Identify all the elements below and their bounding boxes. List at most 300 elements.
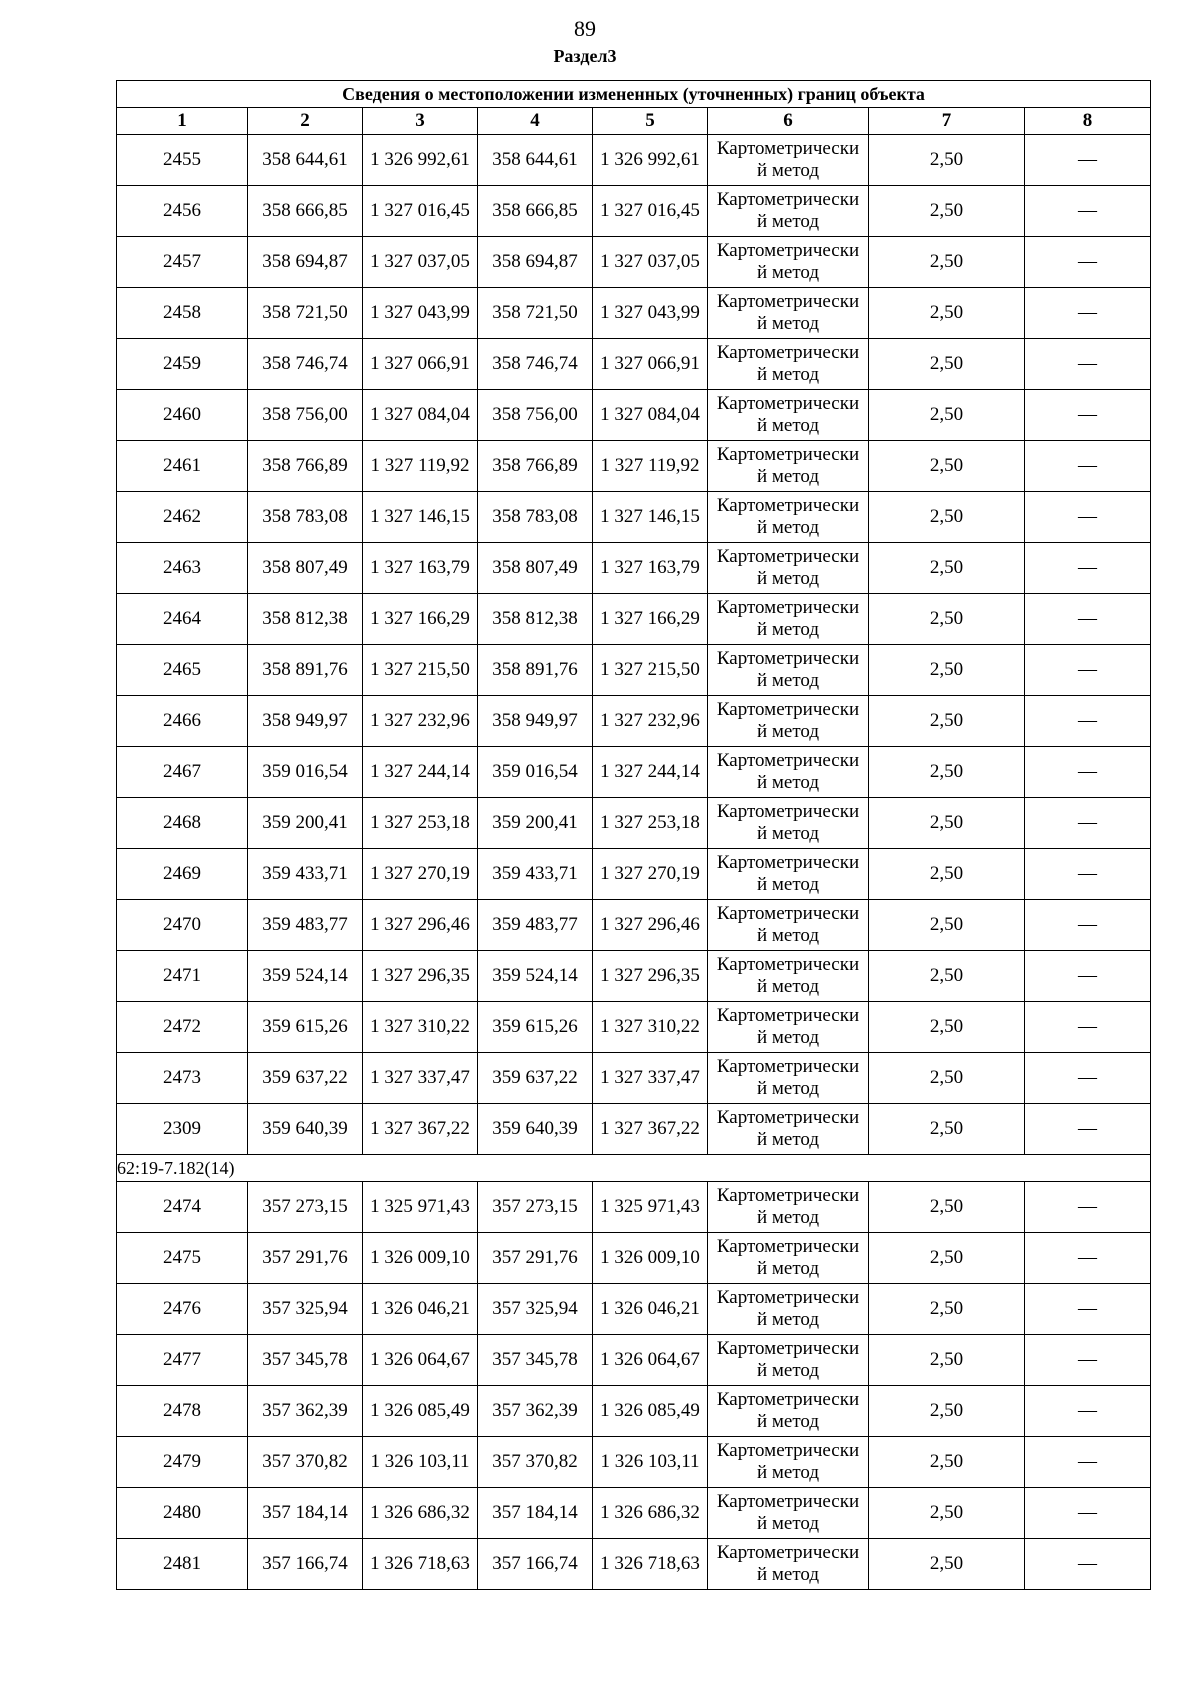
method-line-1: Картометрически (716, 750, 860, 771)
method-cell (708, 390, 869, 441)
existing-y-cell: 1 327 270,19 (363, 849, 478, 900)
existing-y-cell: 1 327 244,14 (363, 747, 478, 798)
note-dash-cell: — (1025, 645, 1151, 696)
new-y-cell: 1 327 270,19 (593, 849, 708, 900)
existing-y-cell: 1 327 215,50 (363, 645, 478, 696)
accuracy-cell: 2,50 (869, 696, 1025, 747)
existing-x-cell: 357 362,39 (248, 1386, 363, 1437)
accuracy-cell: 2,50 (869, 1539, 1025, 1590)
note-dash-cell: — (1025, 1488, 1151, 1539)
new-x-cell: 359 433,71 (478, 849, 593, 900)
new-x-cell: 358 694,87 (478, 237, 593, 288)
note-dash-cell: — (1025, 1335, 1151, 1386)
method-line-2: й метод (756, 1258, 820, 1279)
method-line-1: Картометрически (716, 648, 860, 669)
existing-y-cell: 1 326 046,21 (363, 1284, 478, 1335)
point-number-cell: 2474 (117, 1182, 248, 1233)
method-cell (708, 1233, 869, 1284)
note-dash-cell: — (1025, 237, 1151, 288)
new-x-cell: 359 640,39 (478, 1104, 593, 1155)
method-line-1: Картометрически (716, 954, 860, 975)
method-line-1: Картометрически (716, 699, 860, 720)
accuracy-cell: 2,50 (869, 1437, 1025, 1488)
boundary-coordinates-table (116, 80, 1151, 1590)
new-x-cell: 359 615,26 (478, 1002, 593, 1053)
table-row (117, 1284, 1151, 1335)
new-y-cell: 1 327 337,47 (593, 1053, 708, 1104)
existing-y-cell: 1 327 084,04 (363, 390, 478, 441)
method-line-2: й метод (756, 466, 820, 487)
table-row (117, 900, 1151, 951)
method-line-1: Картометрически (716, 393, 860, 414)
table-row (117, 1002, 1151, 1053)
accuracy-cell: 2,50 (869, 900, 1025, 951)
point-number-cell: 2478 (117, 1386, 248, 1437)
note-dash-cell: — (1025, 1002, 1151, 1053)
method-line-1: Картометрически (716, 1338, 860, 1359)
new-x-cell: 358 756,00 (478, 390, 593, 441)
new-x-cell: 359 200,41 (478, 798, 593, 849)
table-row (117, 543, 1151, 594)
existing-y-cell: 1 327 337,47 (363, 1053, 478, 1104)
table-row (117, 237, 1151, 288)
method-line-1: Картометрически (716, 801, 860, 822)
point-number-cell: 2458 (117, 288, 248, 339)
point-number-cell: 2481 (117, 1539, 248, 1590)
existing-y-cell: 1 327 066,91 (363, 339, 478, 390)
new-x-cell: 358 766,89 (478, 441, 593, 492)
new-x-cell: 358 807,49 (478, 543, 593, 594)
new-y-cell: 1 327 253,18 (593, 798, 708, 849)
column-number: 3 (363, 108, 478, 135)
point-number-cell: 2475 (117, 1233, 248, 1284)
existing-x-cell: 358 812,38 (248, 594, 363, 645)
accuracy-cell: 2,50 (869, 288, 1025, 339)
existing-y-cell: 1 326 009,10 (363, 1233, 478, 1284)
note-dash-cell: — (1025, 288, 1151, 339)
method-line-2: й метод (756, 160, 820, 181)
new-x-cell: 358 666,85 (478, 186, 593, 237)
note-dash-cell: — (1025, 594, 1151, 645)
new-y-cell: 1 327 016,45 (593, 186, 708, 237)
page-number: 89 (574, 16, 596, 41)
accuracy-cell: 2,50 (869, 492, 1025, 543)
existing-y-cell: 1 327 163,79 (363, 543, 478, 594)
existing-x-cell: 358 891,76 (248, 645, 363, 696)
existing-x-cell: 357 370,82 (248, 1437, 363, 1488)
point-number-cell: 2460 (117, 390, 248, 441)
method-line-1: Картометрически (716, 1389, 860, 1410)
point-number-cell: 2473 (117, 1053, 248, 1104)
new-x-cell: 358 812,38 (478, 594, 593, 645)
method-line-2: й метод (756, 211, 820, 232)
existing-x-cell: 358 721,50 (248, 288, 363, 339)
note-dash-cell: — (1025, 186, 1151, 237)
new-y-cell: 1 326 686,32 (593, 1488, 708, 1539)
group-row (117, 1155, 1151, 1182)
table-row (117, 696, 1151, 747)
method-cell (708, 543, 869, 594)
accuracy-cell: 2,50 (869, 1182, 1025, 1233)
method-line-1: Картометрически (716, 1440, 860, 1461)
accuracy-cell: 2,50 (869, 543, 1025, 594)
new-y-cell: 1 327 232,96 (593, 696, 708, 747)
existing-x-cell: 359 433,71 (248, 849, 363, 900)
method-line-1: Картометрически (716, 597, 860, 618)
method-line-2: й метод (756, 1309, 820, 1330)
existing-x-cell: 359 637,22 (248, 1053, 363, 1104)
existing-y-cell: 1 326 064,67 (363, 1335, 478, 1386)
note-dash-cell: — (1025, 1386, 1151, 1437)
existing-x-cell: 358 644,61 (248, 135, 363, 186)
existing-x-cell: 358 756,00 (248, 390, 363, 441)
existing-y-cell: 1 327 253,18 (363, 798, 478, 849)
existing-x-cell: 359 483,77 (248, 900, 363, 951)
point-number-cell: 2477 (117, 1335, 248, 1386)
existing-y-cell: 1 327 016,45 (363, 186, 478, 237)
point-number-cell: 2455 (117, 135, 248, 186)
table-row (117, 1437, 1151, 1488)
method-line-1: Картометрически (716, 852, 860, 873)
method-line-2: й метод (756, 976, 820, 997)
table-row (117, 186, 1151, 237)
accuracy-cell: 2,50 (869, 747, 1025, 798)
method-line-2: й метод (756, 1207, 820, 1228)
note-dash-cell: — (1025, 1104, 1151, 1155)
method-line-1: Картометрически (716, 546, 860, 567)
accuracy-cell: 2,50 (869, 1488, 1025, 1539)
note-dash-cell: — (1025, 339, 1151, 390)
accuracy-cell: 2,50 (869, 390, 1025, 441)
existing-y-cell: 1 326 686,32 (363, 1488, 478, 1539)
new-x-cell: 359 524,14 (478, 951, 593, 1002)
point-number-cell: 2471 (117, 951, 248, 1002)
method-line-1: Картометрически (716, 495, 860, 516)
new-x-cell: 357 184,14 (478, 1488, 593, 1539)
point-number-cell: 2459 (117, 339, 248, 390)
existing-y-cell: 1 327 232,96 (363, 696, 478, 747)
new-x-cell: 358 783,08 (478, 492, 593, 543)
method-line-2: й метод (756, 1564, 820, 1585)
existing-x-cell: 359 615,26 (248, 1002, 363, 1053)
existing-y-cell: 1 327 166,29 (363, 594, 478, 645)
note-dash-cell: — (1025, 135, 1151, 186)
method-cell (708, 645, 869, 696)
note-dash-cell: — (1025, 900, 1151, 951)
table-body (117, 81, 1151, 1590)
new-y-cell: 1 327 310,22 (593, 1002, 708, 1053)
new-y-cell: 1 327 296,46 (593, 900, 708, 951)
method-line-1: Картометрически (716, 444, 860, 465)
existing-x-cell: 358 766,89 (248, 441, 363, 492)
method-cell (708, 1002, 869, 1053)
existing-y-cell: 1 327 310,22 (363, 1002, 478, 1053)
existing-y-cell: 1 326 103,11 (363, 1437, 478, 1488)
new-x-cell: 359 637,22 (478, 1053, 593, 1104)
new-y-cell: 1 326 009,10 (593, 1233, 708, 1284)
existing-x-cell: 359 200,41 (248, 798, 363, 849)
accuracy-cell: 2,50 (869, 237, 1025, 288)
note-dash-cell: — (1025, 1182, 1151, 1233)
note-dash-cell: — (1025, 1284, 1151, 1335)
table-row (117, 798, 1151, 849)
point-number-cell: 2467 (117, 747, 248, 798)
method-cell (708, 135, 869, 186)
point-number-cell: 2479 (117, 1437, 248, 1488)
existing-y-cell: 1 327 296,35 (363, 951, 478, 1002)
column-number: 6 (708, 108, 869, 135)
accuracy-cell: 2,50 (869, 849, 1025, 900)
method-cell (708, 900, 869, 951)
new-x-cell: 358 644,61 (478, 135, 593, 186)
note-dash-cell: — (1025, 798, 1151, 849)
existing-y-cell: 1 326 992,61 (363, 135, 478, 186)
new-y-cell: 1 327 244,14 (593, 747, 708, 798)
method-cell (708, 1386, 869, 1437)
table-row (117, 849, 1151, 900)
existing-y-cell: 1 327 367,22 (363, 1104, 478, 1155)
method-cell (708, 1182, 869, 1233)
method-cell (708, 186, 869, 237)
table-row (117, 1182, 1151, 1233)
note-dash-cell: — (1025, 1053, 1151, 1104)
method-cell (708, 1437, 869, 1488)
method-line-2: й метод (756, 1462, 820, 1483)
existing-y-cell: 1 327 037,05 (363, 237, 478, 288)
existing-x-cell: 358 694,87 (248, 237, 363, 288)
new-x-cell: 358 746,74 (478, 339, 593, 390)
method-line-2: й метод (756, 874, 820, 895)
column-number: 5 (593, 108, 708, 135)
note-dash-cell: — (1025, 747, 1151, 798)
table-row (117, 747, 1151, 798)
note-dash-cell: — (1025, 1437, 1151, 1488)
new-x-cell: 357 273,15 (478, 1182, 593, 1233)
accuracy-cell: 2,50 (869, 339, 1025, 390)
method-line-1: Картометрически (716, 1107, 860, 1128)
table-row (117, 1488, 1151, 1539)
point-number-cell: 2476 (117, 1284, 248, 1335)
table-row (117, 1386, 1151, 1437)
existing-y-cell: 1 327 043,99 (363, 288, 478, 339)
new-y-cell: 1 327 296,35 (593, 951, 708, 1002)
point-number-cell: 2456 (117, 186, 248, 237)
existing-x-cell: 358 949,97 (248, 696, 363, 747)
section-title: Раздел3 (553, 46, 617, 66)
method-line-2: й метод (756, 517, 820, 538)
existing-x-cell: 358 783,08 (248, 492, 363, 543)
method-cell (708, 1053, 869, 1104)
point-number-cell: 2457 (117, 237, 248, 288)
existing-y-cell: 1 327 119,92 (363, 441, 478, 492)
new-y-cell: 1 326 718,63 (593, 1539, 708, 1590)
method-line-2: й метод (756, 262, 820, 283)
existing-x-cell: 359 016,54 (248, 747, 363, 798)
accuracy-cell: 2,50 (869, 135, 1025, 186)
method-line-2: й метод (756, 1129, 820, 1150)
existing-x-cell: 357 291,76 (248, 1233, 363, 1284)
method-line-2: й метод (756, 619, 820, 640)
method-line-1: Картометрически (716, 903, 860, 924)
point-number-cell: 2464 (117, 594, 248, 645)
accuracy-cell: 2,50 (869, 1002, 1025, 1053)
accuracy-cell: 2,50 (869, 1053, 1025, 1104)
method-cell (708, 696, 869, 747)
method-line-1: Картометрически (716, 1491, 860, 1512)
existing-x-cell: 358 746,74 (248, 339, 363, 390)
method-line-2: й метод (756, 670, 820, 691)
method-cell (708, 951, 869, 1002)
existing-x-cell: 358 666,85 (248, 186, 363, 237)
new-x-cell: 357 325,94 (478, 1284, 593, 1335)
existing-x-cell: 357 166,74 (248, 1539, 363, 1590)
method-line-1: Картометрически (716, 1056, 860, 1077)
note-dash-cell: — (1025, 951, 1151, 1002)
new-y-cell: 1 327 215,50 (593, 645, 708, 696)
method-line-1: Картометрически (716, 138, 860, 159)
note-dash-cell: — (1025, 543, 1151, 594)
column-number: 1 (117, 108, 248, 135)
method-line-2: й метод (756, 415, 820, 436)
point-number-cell: 2461 (117, 441, 248, 492)
method-line-2: й метод (756, 364, 820, 385)
method-line-2: й метод (756, 1513, 820, 1534)
existing-x-cell: 359 640,39 (248, 1104, 363, 1155)
new-y-cell: 1 325 971,43 (593, 1182, 708, 1233)
table-row (117, 951, 1151, 1002)
method-line-1: Картометрически (716, 240, 860, 261)
new-x-cell: 357 362,39 (478, 1386, 593, 1437)
new-y-cell: 1 326 992,61 (593, 135, 708, 186)
new-x-cell: 359 016,54 (478, 747, 593, 798)
existing-y-cell: 1 327 296,46 (363, 900, 478, 951)
new-y-cell: 1 327 119,92 (593, 441, 708, 492)
new-y-cell: 1 327 146,15 (593, 492, 708, 543)
method-line-2: й метод (756, 1027, 820, 1048)
existing-y-cell: 1 326 718,63 (363, 1539, 478, 1590)
existing-x-cell: 357 345,78 (248, 1335, 363, 1386)
new-y-cell: 1 326 103,11 (593, 1437, 708, 1488)
point-number-cell: 2480 (117, 1488, 248, 1539)
accuracy-cell: 2,50 (869, 1284, 1025, 1335)
note-dash-cell: — (1025, 492, 1151, 543)
accuracy-cell: 2,50 (869, 186, 1025, 237)
table-row (117, 1335, 1151, 1386)
method-line-2: й метод (756, 772, 820, 793)
new-x-cell: 359 483,77 (478, 900, 593, 951)
accuracy-cell: 2,50 (869, 1386, 1025, 1437)
point-number-cell: 2462 (117, 492, 248, 543)
new-x-cell: 357 345,78 (478, 1335, 593, 1386)
note-dash-cell: — (1025, 441, 1151, 492)
existing-x-cell: 358 807,49 (248, 543, 363, 594)
note-dash-cell: — (1025, 696, 1151, 747)
method-line-1: Картометрически (716, 291, 860, 312)
accuracy-cell: 2,50 (869, 1233, 1025, 1284)
method-cell (708, 747, 869, 798)
method-line-1: Картометрически (716, 1542, 860, 1563)
method-cell (708, 288, 869, 339)
table-row (117, 1539, 1151, 1590)
table-row (117, 1053, 1151, 1104)
method-cell (708, 798, 869, 849)
new-x-cell: 357 291,76 (478, 1233, 593, 1284)
point-number-cell: 2465 (117, 645, 248, 696)
accuracy-cell: 2,50 (869, 1104, 1025, 1155)
point-number-cell: 2463 (117, 543, 248, 594)
table-row (117, 135, 1151, 186)
new-y-cell: 1 326 085,49 (593, 1386, 708, 1437)
new-x-cell: 357 370,82 (478, 1437, 593, 1488)
point-number-cell: 2466 (117, 696, 248, 747)
cadastral-group-label: 62:19-7.182(14) (117, 1155, 1151, 1182)
method-line-2: й метод (756, 1360, 820, 1381)
note-dash-cell: — (1025, 1539, 1151, 1590)
table-row (117, 1104, 1151, 1155)
new-y-cell: 1 327 066,91 (593, 339, 708, 390)
column-number: 8 (1025, 108, 1151, 135)
new-y-cell: 1 327 367,22 (593, 1104, 708, 1155)
point-number-cell: 2472 (117, 1002, 248, 1053)
method-line-2: й метод (756, 721, 820, 742)
table-caption: Сведения о местоположении измененных (уточненных) границ объекта (117, 81, 1151, 108)
accuracy-cell: 2,50 (869, 645, 1025, 696)
existing-x-cell: 359 524,14 (248, 951, 363, 1002)
new-y-cell: 1 327 037,05 (593, 237, 708, 288)
method-line-2: й метод (756, 313, 820, 334)
point-number-cell: 2468 (117, 798, 248, 849)
new-y-cell: 1 326 046,21 (593, 1284, 708, 1335)
point-number-cell: 2469 (117, 849, 248, 900)
new-y-cell: 1 327 166,29 (593, 594, 708, 645)
accuracy-cell: 2,50 (869, 951, 1025, 1002)
accuracy-cell: 2,50 (869, 798, 1025, 849)
method-line-1: Картометрически (716, 1287, 860, 1308)
new-x-cell: 358 949,97 (478, 696, 593, 747)
new-x-cell: 358 721,50 (478, 288, 593, 339)
column-number: 2 (248, 108, 363, 135)
method-line-2: й метод (756, 1078, 820, 1099)
new-y-cell: 1 327 163,79 (593, 543, 708, 594)
table-row (117, 339, 1151, 390)
new-x-cell: 357 166,74 (478, 1539, 593, 1590)
method-cell (708, 1539, 869, 1590)
method-line-2: й метод (756, 823, 820, 844)
existing-y-cell: 1 325 971,43 (363, 1182, 478, 1233)
method-cell (708, 1335, 869, 1386)
method-cell (708, 1104, 869, 1155)
table-row (117, 594, 1151, 645)
method-cell (708, 1284, 869, 1335)
point-number-cell: 2309 (117, 1104, 248, 1155)
existing-x-cell: 357 325,94 (248, 1284, 363, 1335)
note-dash-cell: — (1025, 849, 1151, 900)
method-cell (708, 1488, 869, 1539)
accuracy-cell: 2,50 (869, 1335, 1025, 1386)
existing-x-cell: 357 184,14 (248, 1488, 363, 1539)
existing-y-cell: 1 327 146,15 (363, 492, 478, 543)
new-x-cell: 358 891,76 (478, 645, 593, 696)
method-line-2: й метод (756, 1411, 820, 1432)
method-cell (708, 594, 869, 645)
new-y-cell: 1 327 043,99 (593, 288, 708, 339)
method-line-1: Картометрически (716, 1005, 860, 1026)
table-row (117, 1233, 1151, 1284)
method-line-2: й метод (756, 568, 820, 589)
method-line-2: й метод (756, 925, 820, 946)
method-cell (708, 339, 869, 390)
method-line-1: Картометрически (716, 342, 860, 363)
